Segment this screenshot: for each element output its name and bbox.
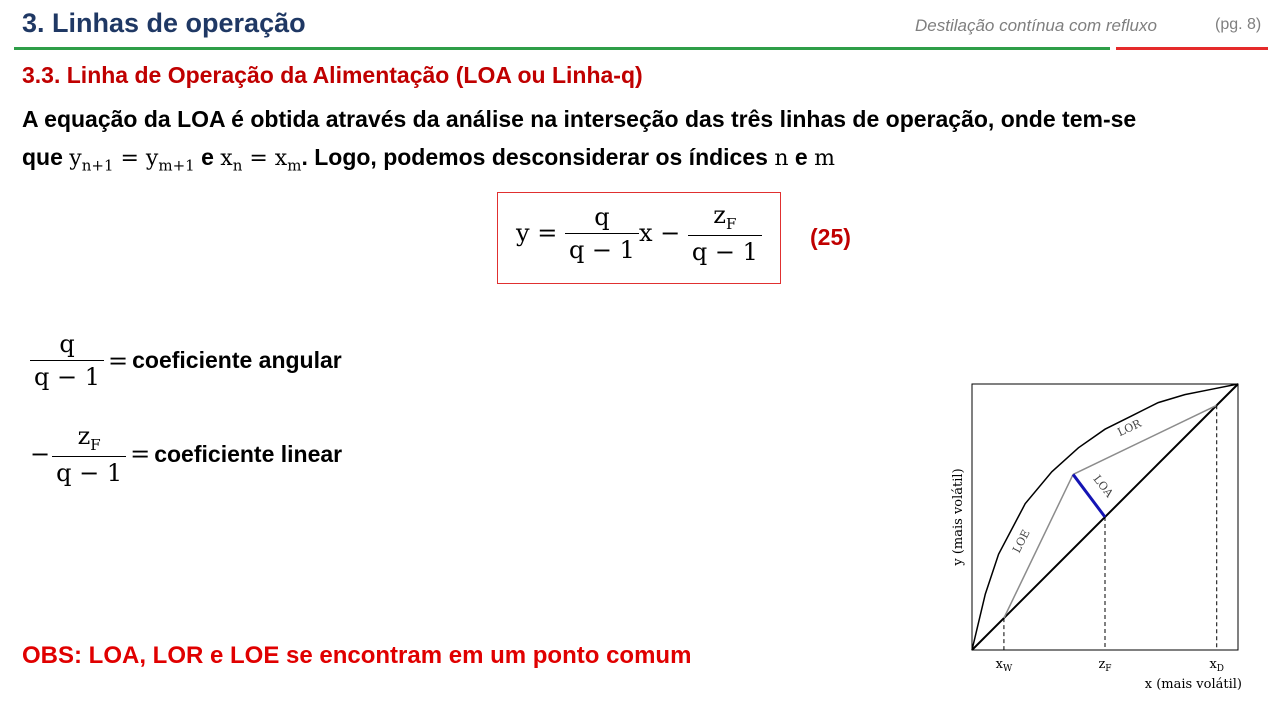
page-title: 3. Linhas de operação <box>22 8 306 38</box>
annotation-loa: LOA <box>1090 472 1116 500</box>
text-e-2: e <box>794 144 808 170</box>
y-axis-label: y (mais volátil) <box>951 468 966 566</box>
tick-label-xd: $x_D$ <box>1209 657 1225 674</box>
text-que: que <box>22 144 63 170</box>
equation-number: (25) <box>810 224 851 250</box>
header-divider-green <box>14 47 1110 50</box>
page-number: (pg. 8) <box>1215 16 1262 33</box>
obs-note: OBS: LOA, LOR e LOE se encontram em um ponto comum <box>22 642 692 669</box>
text-logo: . Logo, podemos desconsiderar os índices <box>301 144 768 170</box>
section-heading: 3.3. Linha de Operação da Alimentação (LOA ou Linha-q) <box>22 62 643 88</box>
equation-25: y = $\frac{q}{q - 1}$ x − $\frac{z_F}{q - 1}$ <box>516 201 762 266</box>
slide-subtitle: Destilação contínua com refluxo <box>915 16 1157 35</box>
definition-angular: $\frac{q}{q - 1}$ = coeficiente angular <box>30 330 342 391</box>
definition-linear: − $\frac{z_F}{q - 1}$ = coeficiente linear <box>30 422 343 487</box>
tick-label-zf: $z_F$ <box>1098 657 1112 674</box>
equation-box <box>497 192 781 284</box>
lor-line <box>1073 405 1217 474</box>
paragraph-line-1: A equação da LOA é obtida através da análise na interseção das três linhas de operação, onde tem-se <box>22 106 1137 132</box>
label-angular: coeficiente angular <box>132 347 342 373</box>
mccabe-thiele-chart <box>940 370 1260 700</box>
tick-label-xw: $x_W$ <box>995 657 1013 674</box>
header-divider-red <box>1116 47 1268 50</box>
math-y-equality: $y_{n+1} = y_{m+1}$ <box>69 146 195 175</box>
paragraph-line-2 <box>22 138 1262 184</box>
label-linear: coeficiente linear <box>154 440 343 467</box>
fraction-angular: $\frac{q}{q - 1}$ <box>30 330 104 391</box>
annotation-lor: LOR <box>1115 416 1144 440</box>
math-index-m: m <box>814 146 835 171</box>
x-axis-label: x (mais volátil) <box>1144 677 1242 692</box>
text-e-1: e <box>201 144 214 170</box>
math-index-n: n <box>774 146 789 171</box>
fraction-linear: $\frac{z_F}{q - 1}$ <box>52 422 126 487</box>
intro-paragraph <box>22 100 1262 184</box>
math-x-equality: $x_n = x_m$ <box>220 146 302 175</box>
annotation-loe: LOE <box>1010 527 1033 556</box>
